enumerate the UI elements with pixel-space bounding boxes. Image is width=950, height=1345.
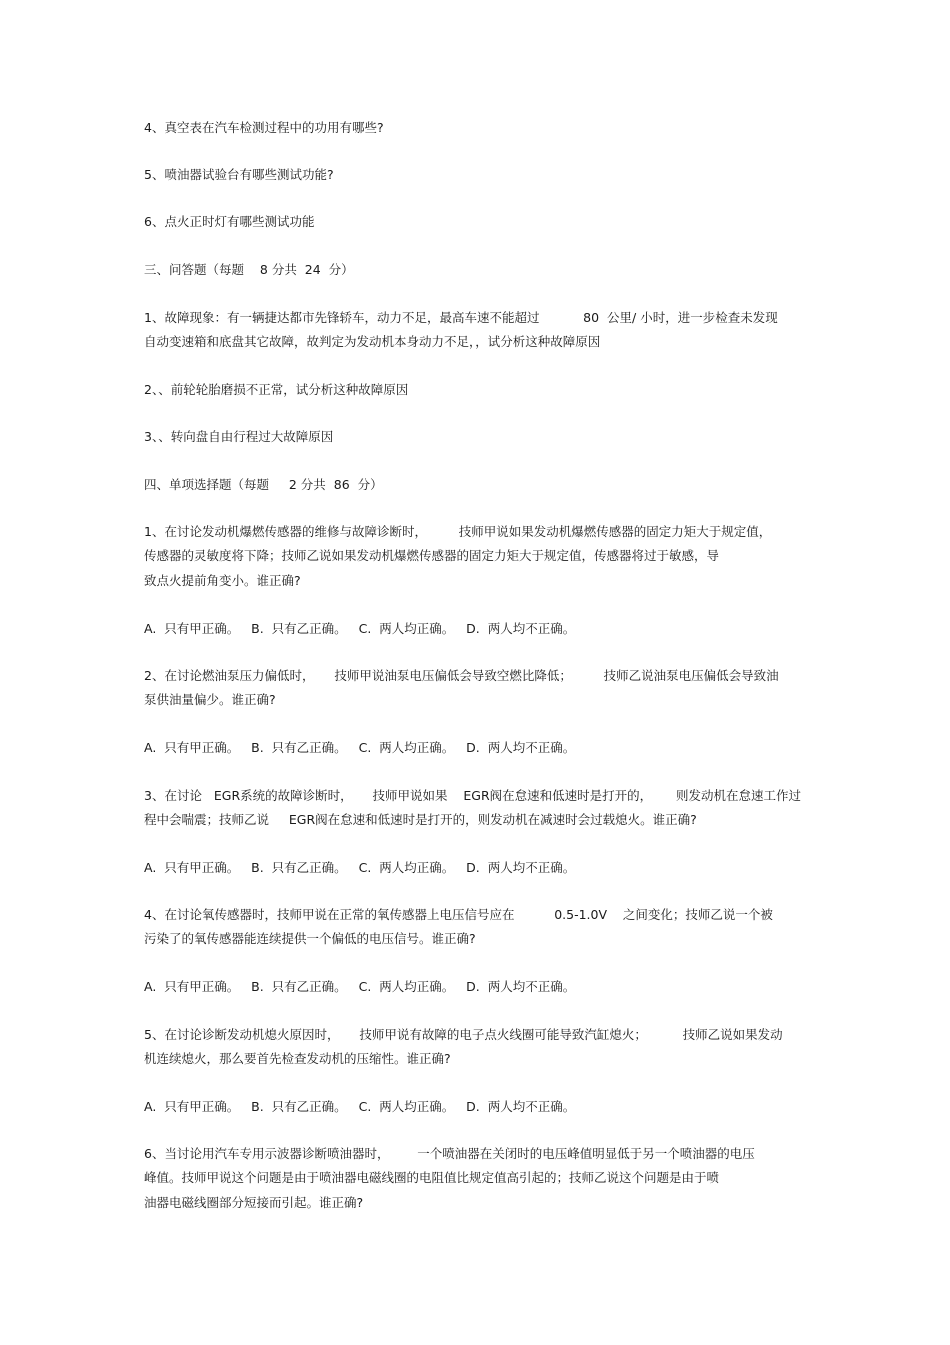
mc-5-options: A. 只有甲正确。 B. 只有乙正确。 C. 两人均正确。 D. 两人均不正确。: [144, 1099, 576, 1114]
mc-2-line-1: 2、在讨论燃油泵压力偏低时， 技师甲说油泵电压偏低会导致空燃比降低； 技师乙说油泵电压偏低会导致油: [144, 668, 779, 683]
mc-2-line-2: 泵供油量偏少。谁正确?: [144, 692, 276, 707]
qa-2: 2、、前轮轮胎磨损不正常，试分析这种故障原因: [144, 382, 409, 397]
question-5-injector-tester: 5、喷油器试验台有哪些测试功能?: [144, 167, 334, 182]
mc-3-line-1: 3、在讨论 EGR系统的故障诊断时， 技师甲说如果 EGR阀在怠速和低速时是打开的， 则发动机在怠速工作过: [144, 788, 802, 803]
section-heading-qa: 三、问答题（每题 8 分共 24 分）: [144, 262, 354, 277]
mc-4-line-1: 4、在讨论氧传感器时，技师甲说在正常的氧传感器上电压信号应在 0.5-1.0V 之间变化；技师乙说一个被: [144, 907, 773, 922]
mc-1-line-2: 传感器的灵敏度将下降；技师乙说如果发动机爆燃传感器的固定力矩大于规定值，传感器将过于敏感，导: [144, 548, 720, 563]
mc-4-line-2: 污染了的氧传感器能连续提供一个偏低的电压信号。谁正确?: [144, 931, 476, 946]
mc-2-options: A. 只有甲正确。 B. 只有乙正确。 C. 两人均正确。 D. 两人均不正确。: [144, 740, 576, 755]
mc-6-line-2: 峰值。技师甲说这个问题是由于喷油器电磁线圈的电阻值比规定值高引起的；技师乙说这个问题是由于喷: [144, 1170, 720, 1185]
mc-1-options: A. 只有甲正确。 B. 只有乙正确。 C. 两人均正确。 D. 两人均不正确。: [144, 621, 576, 636]
qa-1-line-1: 1、故障现象：有一辆捷达都市先锋轿车，动力不足，最高车速不能超过 80 公里/ 小时，进一步检查未发现: [144, 310, 778, 325]
mc-1-line-3: 致点火提前角变小。谁正确?: [144, 573, 301, 588]
mc-6-line-1: 6、当讨论用汽车专用示波器诊断喷油器时， 一个喷油器在关闭时的电压峰值明显低于另一个喷油器的电压: [144, 1146, 755, 1161]
mc-3-options: A. 只有甲正确。 B. 只有乙正确。 C. 两人均正确。 D. 两人均不正确。: [144, 860, 576, 875]
mc-1-line-1: 1、在讨论发动机爆燃传感器的维修与故障诊断时， 技师甲说如果发动机爆燃传感器的固定力矩大于规定值，: [144, 524, 772, 539]
qa-3: 3、、转向盘自由行程过大故障原因: [144, 429, 334, 444]
section-heading-single-choice: 四、单项选择题（每题 2 分共 86 分）: [144, 477, 383, 492]
mc-5-line-1: 5、在讨论诊断发动机熄火原因时， 技师甲说有故障的电子点火线圈可能导致汽缸熄火； 技师乙说如果发动: [144, 1027, 783, 1042]
qa-1-line-2: 自动变速箱和底盘其它故障，故判定为发动机本身动力不足，，试分析这种故障原因: [144, 334, 601, 349]
mc-3-line-2: 程中会喘震；技师乙说 EGR阀在怠速和低速时是打开的，则发动机在减速时会过载熄火。谁正确?: [144, 812, 697, 827]
mc-6-line-3: 油器电磁线圈部分短接而引起。谁正确?: [144, 1195, 364, 1210]
mc-4-options: A. 只有甲正确。 B. 只有乙正确。 C. 两人均正确。 D. 两人均不正确。: [144, 979, 576, 994]
mc-5-line-2: 机连续熄火，那么要首先检查发动机的压缩性。谁正确?: [144, 1051, 451, 1066]
question-4-vacuum-gauge: 4、真空表在汽车检测过程中的功用有哪些?: [144, 120, 384, 135]
question-6-timing-light: 6、点火正时灯有哪些测试功能: [144, 214, 315, 229]
